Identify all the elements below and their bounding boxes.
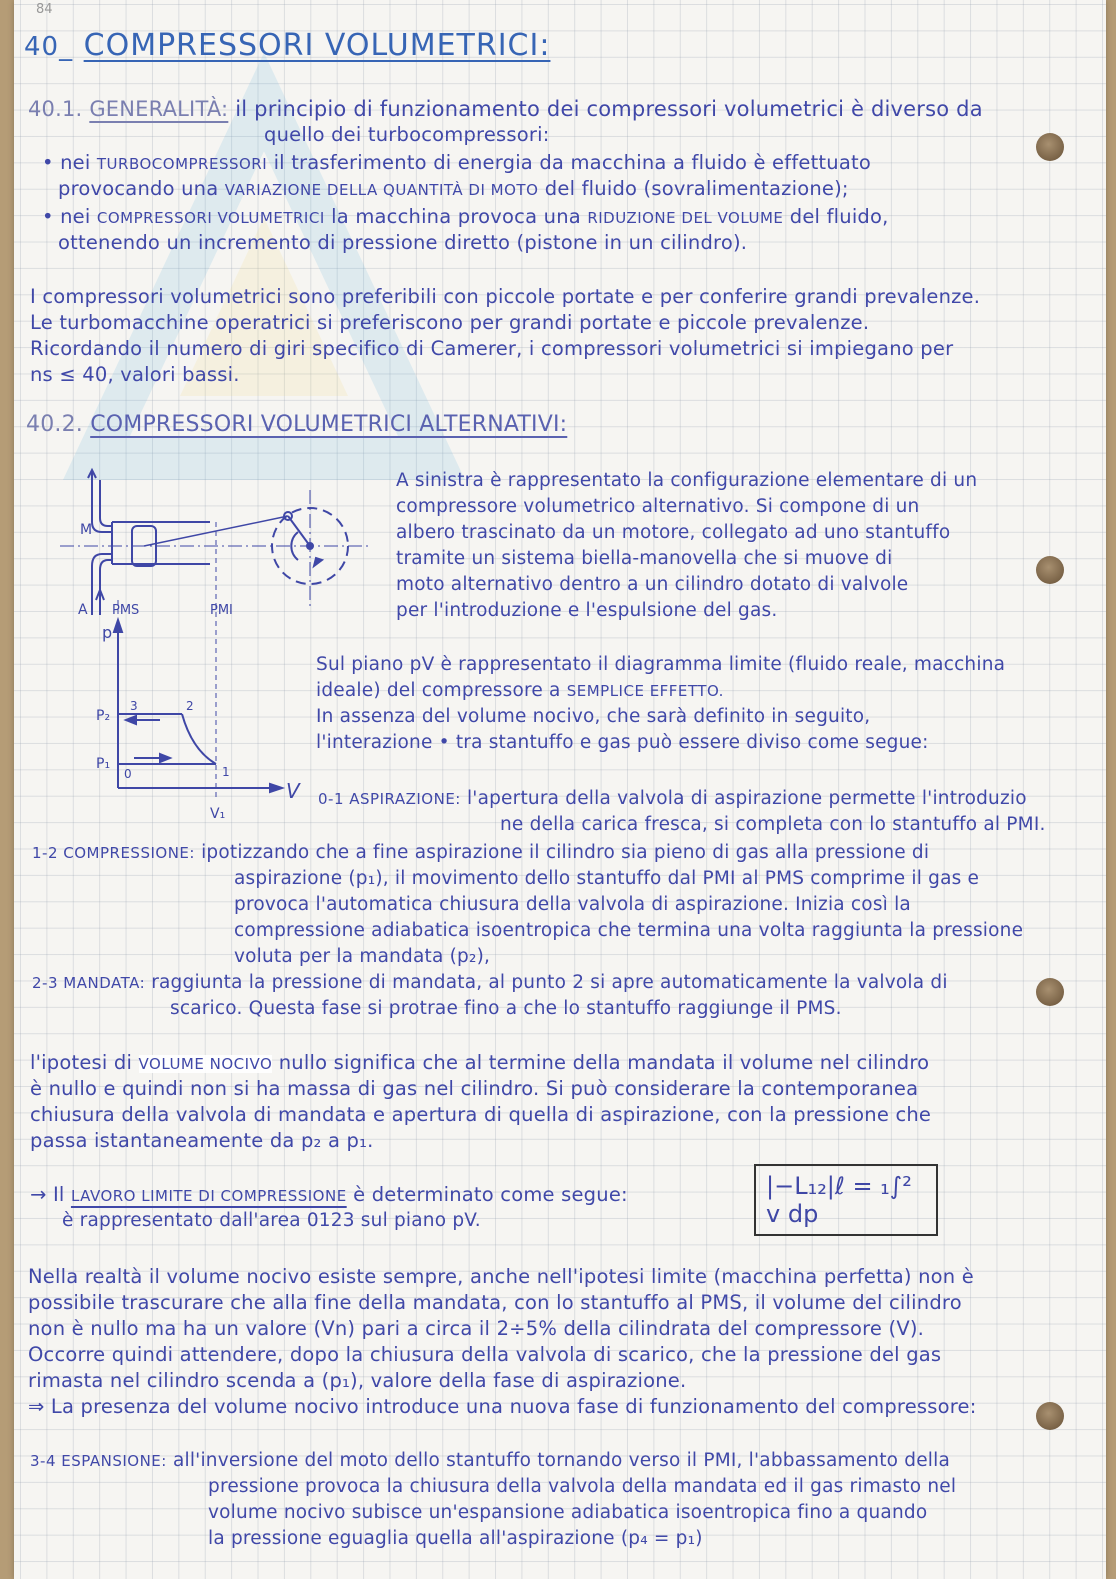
label-v-axis: V [286, 779, 300, 803]
section-1-intro-line2: quello dei turbocompressori: [264, 123, 550, 146]
label-m: M [80, 522, 93, 538]
phase-espansione-label: 3-4 ESPANSIONE: [30, 1452, 167, 1470]
realta-line: possibile trascurare che alla fine della mandata, con lo stantuffo al PMS, il volume del cilindro [28, 1291, 962, 1314]
label-p2: P₂ [96, 708, 111, 724]
phase-espansione-line: volume nocivo subisce un'espansione adiabatica isoentropica fino a quando [208, 1502, 928, 1523]
bullet-volumetric-line1: • nei COMPRESSORI VOLUMETRICI la macchina provoca una RIDUZIONE DEL VOLUME del fluido, [42, 205, 889, 228]
bullet-turbo-line2: provocando una VARIAZIONE DELLA QUANTITÀ DI MOTO del fluido (sovralimentazione); [58, 177, 849, 200]
bullet-volumetric-line2: ottenendo un incremento di pressione diretto (pistone in un cilindro). [58, 231, 748, 254]
label-p1: P₁ [96, 756, 111, 772]
punch-hole [1036, 978, 1064, 1006]
phase-aspirazione-line2: ne della carica fresca, si completa con lo stantuffo al PMI. [500, 814, 1046, 835]
notebook-page [14, 0, 1106, 1579]
volume-nocivo-line4: passa istantaneamente da p₂ a p₁. [30, 1129, 374, 1152]
lavoro-formula-box: |−L₁₂|ℓ = ₁∫² v dp [754, 1164, 938, 1236]
bullet-turbo-line1: • nei TURBOCOMPRESSORI il trasferimento di energia da macchina a fluido è effettuato [42, 151, 871, 174]
section-2-heading [26, 412, 567, 438]
phase-compressione-label: 1-2 COMPRESSIONE: [32, 844, 195, 862]
description-line: compressore volumetrico alternativo. Si compone di un [396, 496, 920, 517]
lavoro-line1: → Il LAVORO LIMITE DI COMPRESSIONE è determinato come segue: [30, 1183, 628, 1206]
phase-aspirazione-label: 0-1 ASPIRAZIONE: [318, 790, 461, 808]
section-1-heading [28, 96, 983, 122]
description-line: moto alternativo dentro a un cilindro dotato di valvole [396, 574, 909, 595]
phase-mandata-label: 2-3 MANDATA: [32, 974, 146, 992]
description-line: A sinistra è rappresentato la configurazione elementare di un [396, 470, 978, 491]
section-1-title: GENERALITÀ: [89, 97, 229, 121]
description-line: tramite un sistema biella-manovella che si muove di [396, 548, 893, 569]
paragraph-line: I compressori volumetrici sono preferibili con piccole portate e per conferire grandi prevalenze. [30, 285, 981, 308]
phase-compressione-line: compressione adiabatica isoentropica che termina una volta raggiunta la pressione [234, 920, 1024, 941]
realta-line: non è nullo ma ha un valore (Vn) pari a circa il 2÷5% della cilindrata del compressore (V). [28, 1317, 925, 1340]
punch-hole [1036, 556, 1064, 584]
chapter-heading [24, 28, 550, 63]
pv-text-line1: Sul piano pV è rappresentato il diagramma limite (fluido reale, macchina [316, 654, 1006, 675]
lavoro-line2: è rappresentato dall'area 0123 sul piano pV. [62, 1210, 481, 1231]
pv-text-line2: ideale) del compressore a SEMPLICE EFFETTO. [316, 680, 724, 701]
label-a: A [78, 602, 88, 618]
paragraph-line: Ricordando il numero di giri specifico di Camerer, i compressori volumetrici si impiegano per [30, 337, 954, 360]
phase-espansione-line: pressione provoca la chiusura della valvola della mandata ed il gas rimasto nel [208, 1476, 957, 1497]
section-2-title: COMPRESSORI VOLUMETRICI ALTERNATIVI: [90, 412, 568, 437]
realta-line: ⇒ La presenza del volume nocivo introduce una nuova fase di funzionamento del compressore: [28, 1395, 977, 1418]
label-point-2: 2 [186, 699, 194, 713]
arrow-right-icon: → [30, 1183, 47, 1206]
paragraph-line: Le turbomacchine operatrici si preferiscono per grandi portate e piccole prevalenze. [30, 311, 870, 334]
pv-text-line3: In assenza del volume nocivo, che sarà definito in seguito, [316, 706, 871, 727]
phase-mandata: 2-3 MANDATA: raggiunta la pressione di mandata, al punto 2 si apre automaticamente la valvola di [32, 972, 948, 993]
description-line: albero trascinato da un motore, collegato ad uno stantuffo [396, 522, 951, 543]
punch-hole [1036, 1402, 1064, 1430]
phase-compressione-line: voluta per la mandata (p₂), [234, 946, 491, 967]
phase-compressione: 1-2 COMPRESSIONE: ipotizzando che a fine aspirazione il cilindro sia pieno di gas alla pressione di [32, 842, 930, 863]
punch-hole [1036, 133, 1064, 161]
phase-compressione-line: aspirazione (p₁), il movimento dello stantuffo dal PMI al PMS comprime il gas e [234, 868, 980, 889]
description-line: per l'introduzione e l'espulsione del gas. [396, 600, 778, 621]
label-point-0: 0 [124, 767, 132, 781]
chapter-number: 40_ [24, 32, 74, 62]
label-v1: V₁ [210, 806, 226, 822]
pv-text-line4: l'interazione • tra stantuffo e gas può essere diviso come segue: [316, 732, 929, 753]
section-1-number: 40.1. [28, 97, 83, 121]
phase-espansione: 3-4 ESPANSIONE: all'inversione del moto dello stantuffo tornando verso il PMI, l'abbassamento della [30, 1450, 950, 1471]
volume-nocivo-line1: l'ipotesi di VOLUME NOCIVO nullo significa che al termine della mandata il volume nel cilindro [30, 1051, 930, 1074]
phase-compressione-line: provoca l'automatica chiusura della valvola di aspirazione. Inizia così la [234, 894, 911, 915]
phase-aspirazione: 0-1 ASPIRAZIONE: l'apertura della valvola di aspirazione permette l'introduzio [318, 788, 1027, 809]
label-point-1: 1 [222, 765, 230, 779]
phase-mandata-line2: scarico. Questa fase si protrae fino a che lo stantuffo raggiunge il PMS. [170, 998, 842, 1019]
realta-line: rimasta nel cilindro scenda a (p₁), valore della fase di aspirazione. [28, 1369, 687, 1392]
section-2-number: 40.2. [26, 412, 83, 437]
realta-line: Nella realtà il volume nocivo esiste sempre, anche nell'ipotesi limite (macchina perfetta) non è [28, 1265, 974, 1288]
label-point-3: 3 [130, 699, 138, 713]
section-1-intro-line1: il principio di funzionamento dei compressori volumetrici è diverso da [235, 97, 983, 121]
paragraph-line: ns ≤ 40, valori bassi. [30, 363, 240, 386]
chapter-title: COMPRESSORI VOLUMETRICI: [83, 28, 551, 63]
volume-nocivo-line3: chiusura della valvola di mandata e apertura di quella di aspirazione, con la pressione che [30, 1103, 932, 1126]
label-p-axis: p [102, 623, 113, 642]
volume-nocivo-line2: è nullo e quindi non si ha massa di gas nel cilindro. Si può considerare la contemporanea [30, 1077, 919, 1100]
label-pms: PMS [112, 603, 140, 618]
label-pmi: PMI [210, 603, 233, 618]
page-mark: 84 [36, 2, 53, 17]
realta-line: Occorre quindi attendere, dopo la chiusura della valvola di scarico, che la pressione del gas [28, 1343, 942, 1366]
phase-espansione-line: la pressione eguaglia quella all'aspirazione (p₄ = p₁) [208, 1528, 703, 1549]
